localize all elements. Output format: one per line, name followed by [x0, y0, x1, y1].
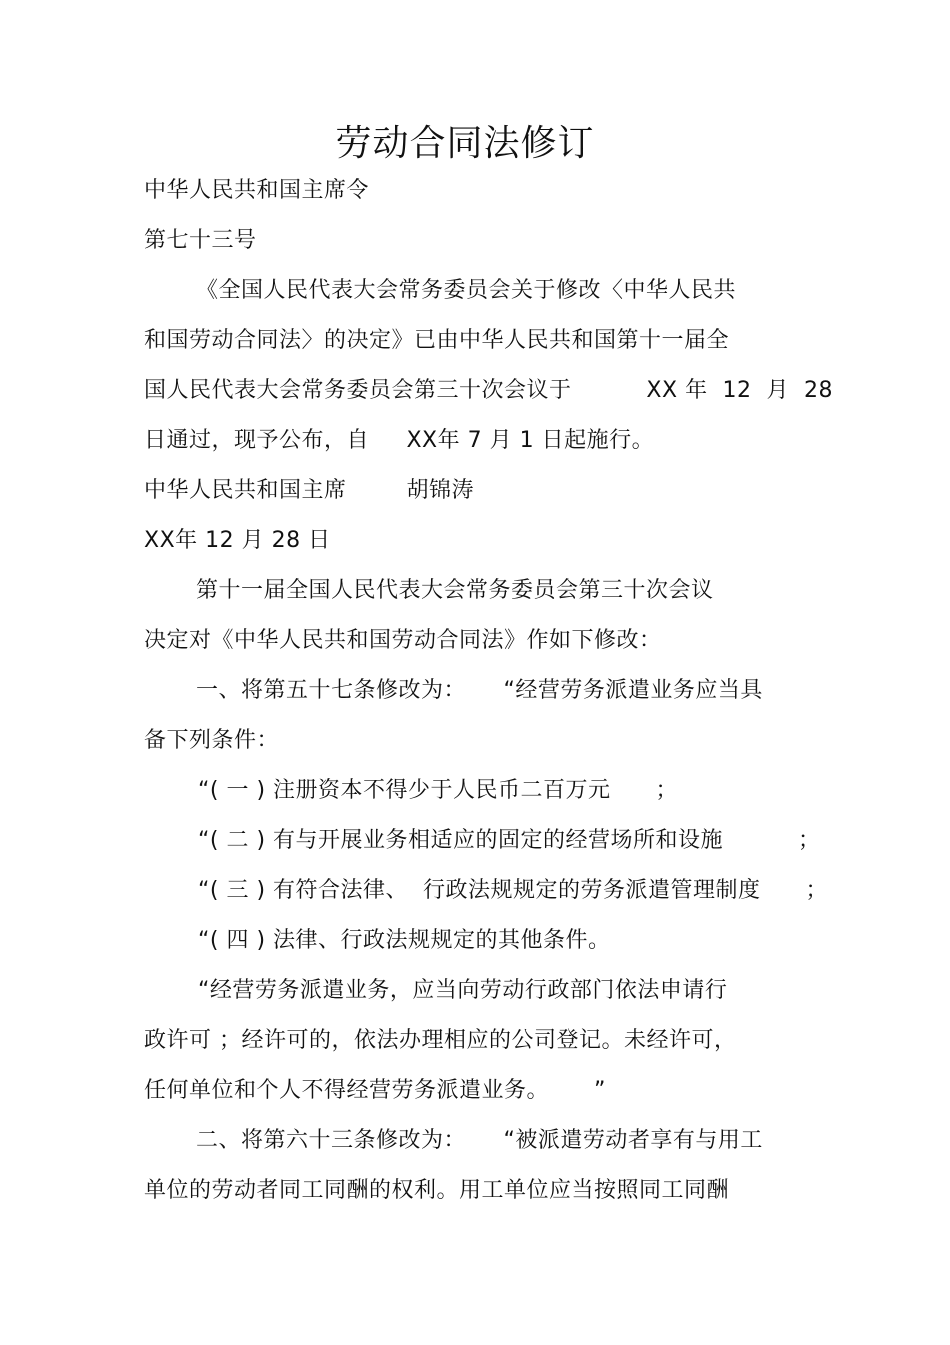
text-line: 第十一届全国人民代表大会常务委员会第三十次会议 [196, 578, 714, 603]
text-line: 决定对《中华人民共和国劳动合同法》作如下修改： [144, 628, 662, 653]
text-line: 中华人民共和国主席 胡锦涛 [144, 478, 474, 503]
text-line: 政许可 ；经许可的，依法办理相应的公司登记。未经许可， [144, 1028, 737, 1053]
text-line: 日通过，现予公布，自 XX年 7 月 1 日起施行。 [144, 428, 655, 453]
text-line: 一、将第五十七条修改为： “经营劳务派遣业务应当具 [196, 678, 763, 703]
text-line: 任何单位和个人不得经营劳务派遣业务。 ” [144, 1078, 606, 1103]
text-line: “经营劳务派遣业务，应当向劳动行政部门依法申请行 [198, 978, 728, 1003]
text-line: 第七十三号 [144, 228, 257, 253]
text-line: 二、将第六十三条修改为： “被派遣劳动者享有与用工 [196, 1128, 763, 1153]
text-line: “( 二 ) 有与开展业务相适应的固定的经营场所和设施 ； [198, 828, 821, 853]
text-line: 备下列条件： [144, 728, 280, 753]
document-title: 劳动合同法修订 [335, 123, 595, 164]
text-line: 和国劳动合同法〉的决定》已由中华人民共和国第十一届全 [144, 328, 730, 353]
text-line: XX年 12 月 28 日 [144, 528, 331, 553]
text-line: 中华人民共和国主席令 [144, 178, 370, 203]
text-line: 《全国人民代表大会常务委员会关于修改〈中华人民共 [196, 278, 737, 303]
text-line: “( 四 ) 法律、行政法规规定的其他条件。 [198, 928, 611, 953]
text-line: “( 三 ) 有符合法律、 行政法规规定的劳务派遣管理制度 ； [198, 878, 828, 903]
text-line: 单位的劳动者同工同酬的权利。用工单位应当按照同工同酬 [144, 1178, 730, 1203]
text-line: 国人民代表大会常务委员会第三十次会议于 XX 年 12 月 28 [144, 378, 834, 403]
text-line: “( 一 ) 注册资本不得少于人民币二百万元 ； [198, 778, 679, 803]
